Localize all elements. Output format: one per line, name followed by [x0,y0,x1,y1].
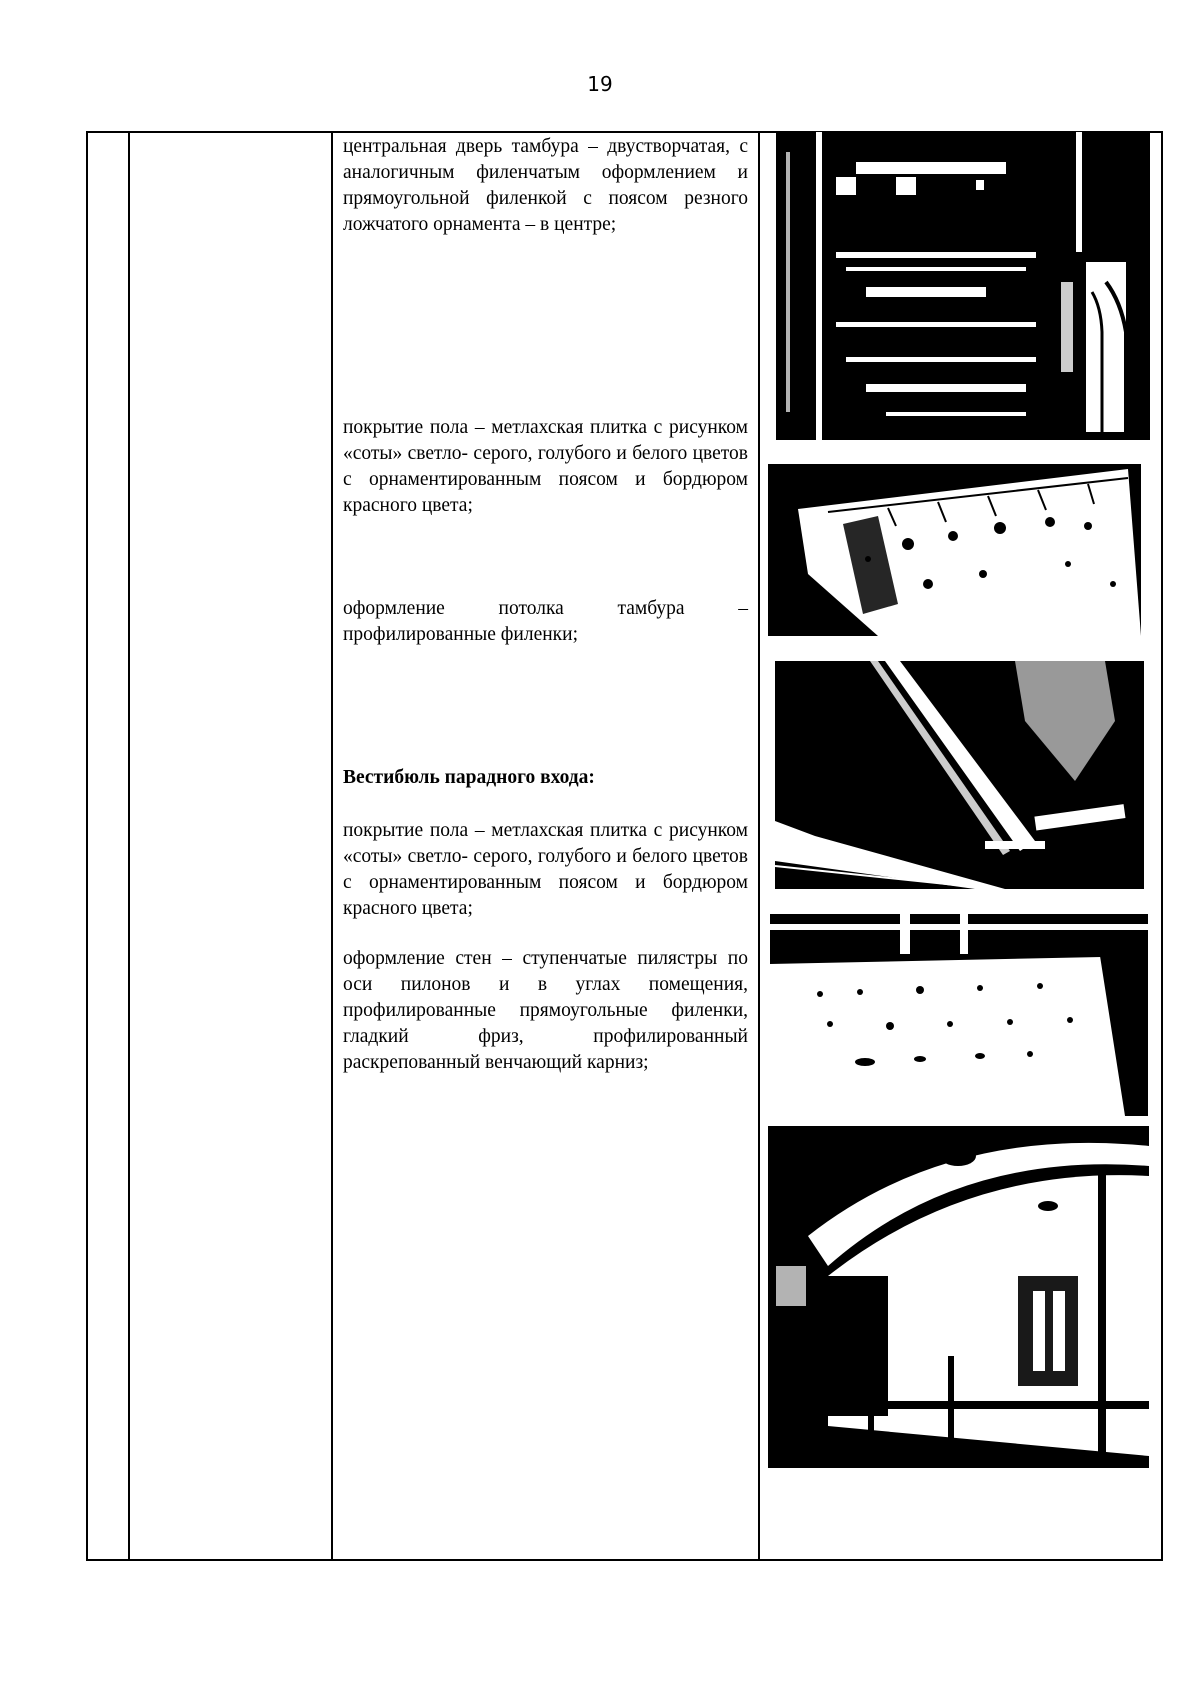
paragraph-door: центральная дверь тамбура – двустворчатая, с аналогичным филенчатым оформлением и прямоугольной филенкой с поясом резного ложчатого орнамента – в центре; [343,136,748,235]
paragraph-walls-vestibule: оформление стен – ступенчатые пилястры по оси пилонов и в углах помещения, профилированные прямоугольные филенки, гладкий фриз, профилированный раскрепованный венчающий карниз; [343,948,748,1073]
page-number: 19 [587,72,613,96]
photo-vestibule-floor [770,914,1148,1116]
photo-tambour-floor [768,464,1141,636]
paragraph-ceiling-tambour: оформление потолка тамбура – профилированные филенки; [343,598,748,645]
vestibule-heading: Вестибюль парадного входа: [343,767,595,788]
column-divider-2 [331,131,333,1561]
photo-tambour-door [776,132,1150,440]
paragraph-floor-tambour: покрытие пола – метлахская плитка с рисунком «соты» светло- серого, голубого и белого цветов с орнаментированным поясом и бордюром красного цвета; [343,417,748,516]
column-divider-3 [758,131,760,1561]
paragraph-floor-vestibule: покрытие пола – метлахская плитка с рисунком «соты» светло- серого, голубого и белого цветов с орнаментированным поясом и бордюром красного цвета; [343,820,748,919]
photo-vestibule-walls [768,1126,1149,1468]
column-divider-1 [128,131,130,1561]
photo-tambour-ceiling [775,661,1144,889]
